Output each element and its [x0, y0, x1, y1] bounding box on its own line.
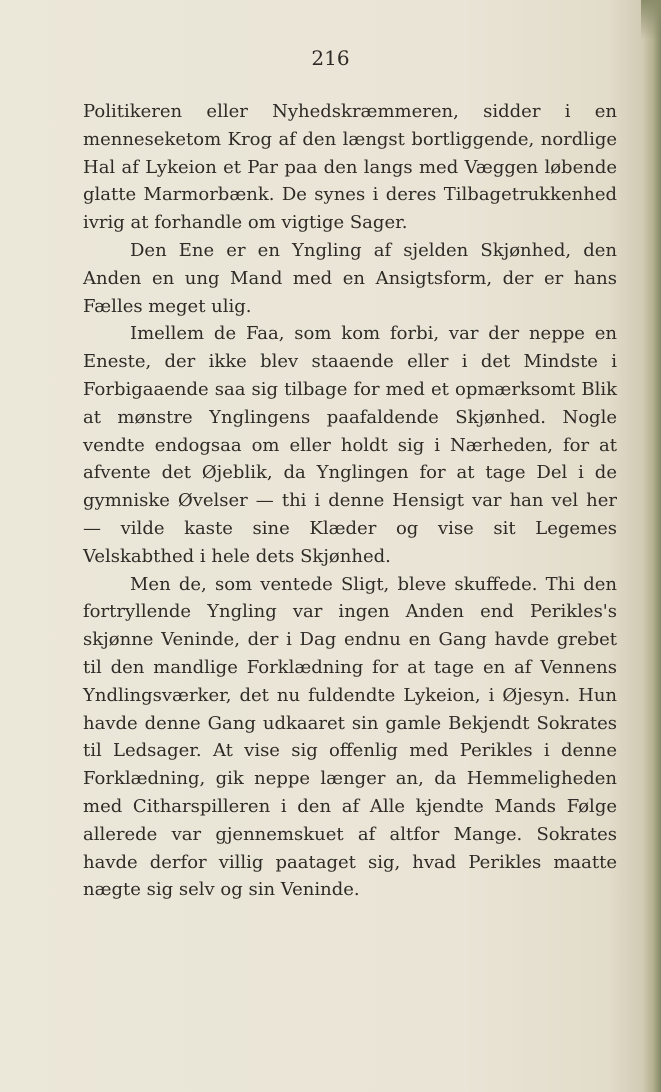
paragraph-2: Den Ene er en Yngling af sjelden Skjønhed, den Anden en ung Mand med en Ansigtsform, der er hans Fælles meget ulig. — [83, 239, 617, 317]
paragraph-4: Men de, som ventede Sligt, bleve skuffede. Thi den fortryllende Yngling var ingen Anden end Perikles's skjønne Veninde, der i Dag endnu en Gang havde grebet til den mandlige Forklædning for at tage en af Vennens Yndlingsværker, det nu fuldendte Lykeion, i Øjesyn. Hun havde denne Gang udkaaret sin gamle Bekjendt Sokrates til Ledsager. At vise sig offenlig med Perikles i denne Forklædning, gik neppe længer an, da Hemmeligheden med Citharspilleren i den af Alle kjendte Mands Følge allerede var gjennemskuet af altfor Mange. Sokrates havde derfor villig paataget sig, hvad Perikles maatte nægte sig selv og sin Veninde. — [83, 573, 617, 901]
paragraph-3: Imellem de Faa, som kom forbi, var der neppe en Eneste, der ikke blev staaende eller i det Mindste i Forbigaaende saa sig tilbage for med et opmærksomt Blik at mønstre Ynglingens paafaldende Skjønhed. Nogle vendte endogsaa om eller holdt sig i Nærheden, for at afvente det Øjeblik, da Ynglingen for at tage Del i de gymniske Øvelser — thi i denne Hensigt var han vel her — vilde kaste sine Klæder og vise sit Legemes Velskabthed i hele dets Skjønhed. — [83, 323, 617, 567]
page-number: 216 — [311, 46, 350, 70]
body-text — [83, 98, 617, 904]
paragraph-1: Politikeren eller Nyhedskræmmeren, sidder i en menneseketom Krog af den længst bortliggende, nordlige Hal af Lykeion et Par paa den langs med Væggen løbende glatte Marmorbænk. De synes i deres Tilbagetrukkenhed ivrig at forhandle om vigtige Sager. — [83, 101, 617, 234]
page-edge-shadow — [643, 0, 661, 1092]
page-corner-stain — [641, 0, 661, 40]
